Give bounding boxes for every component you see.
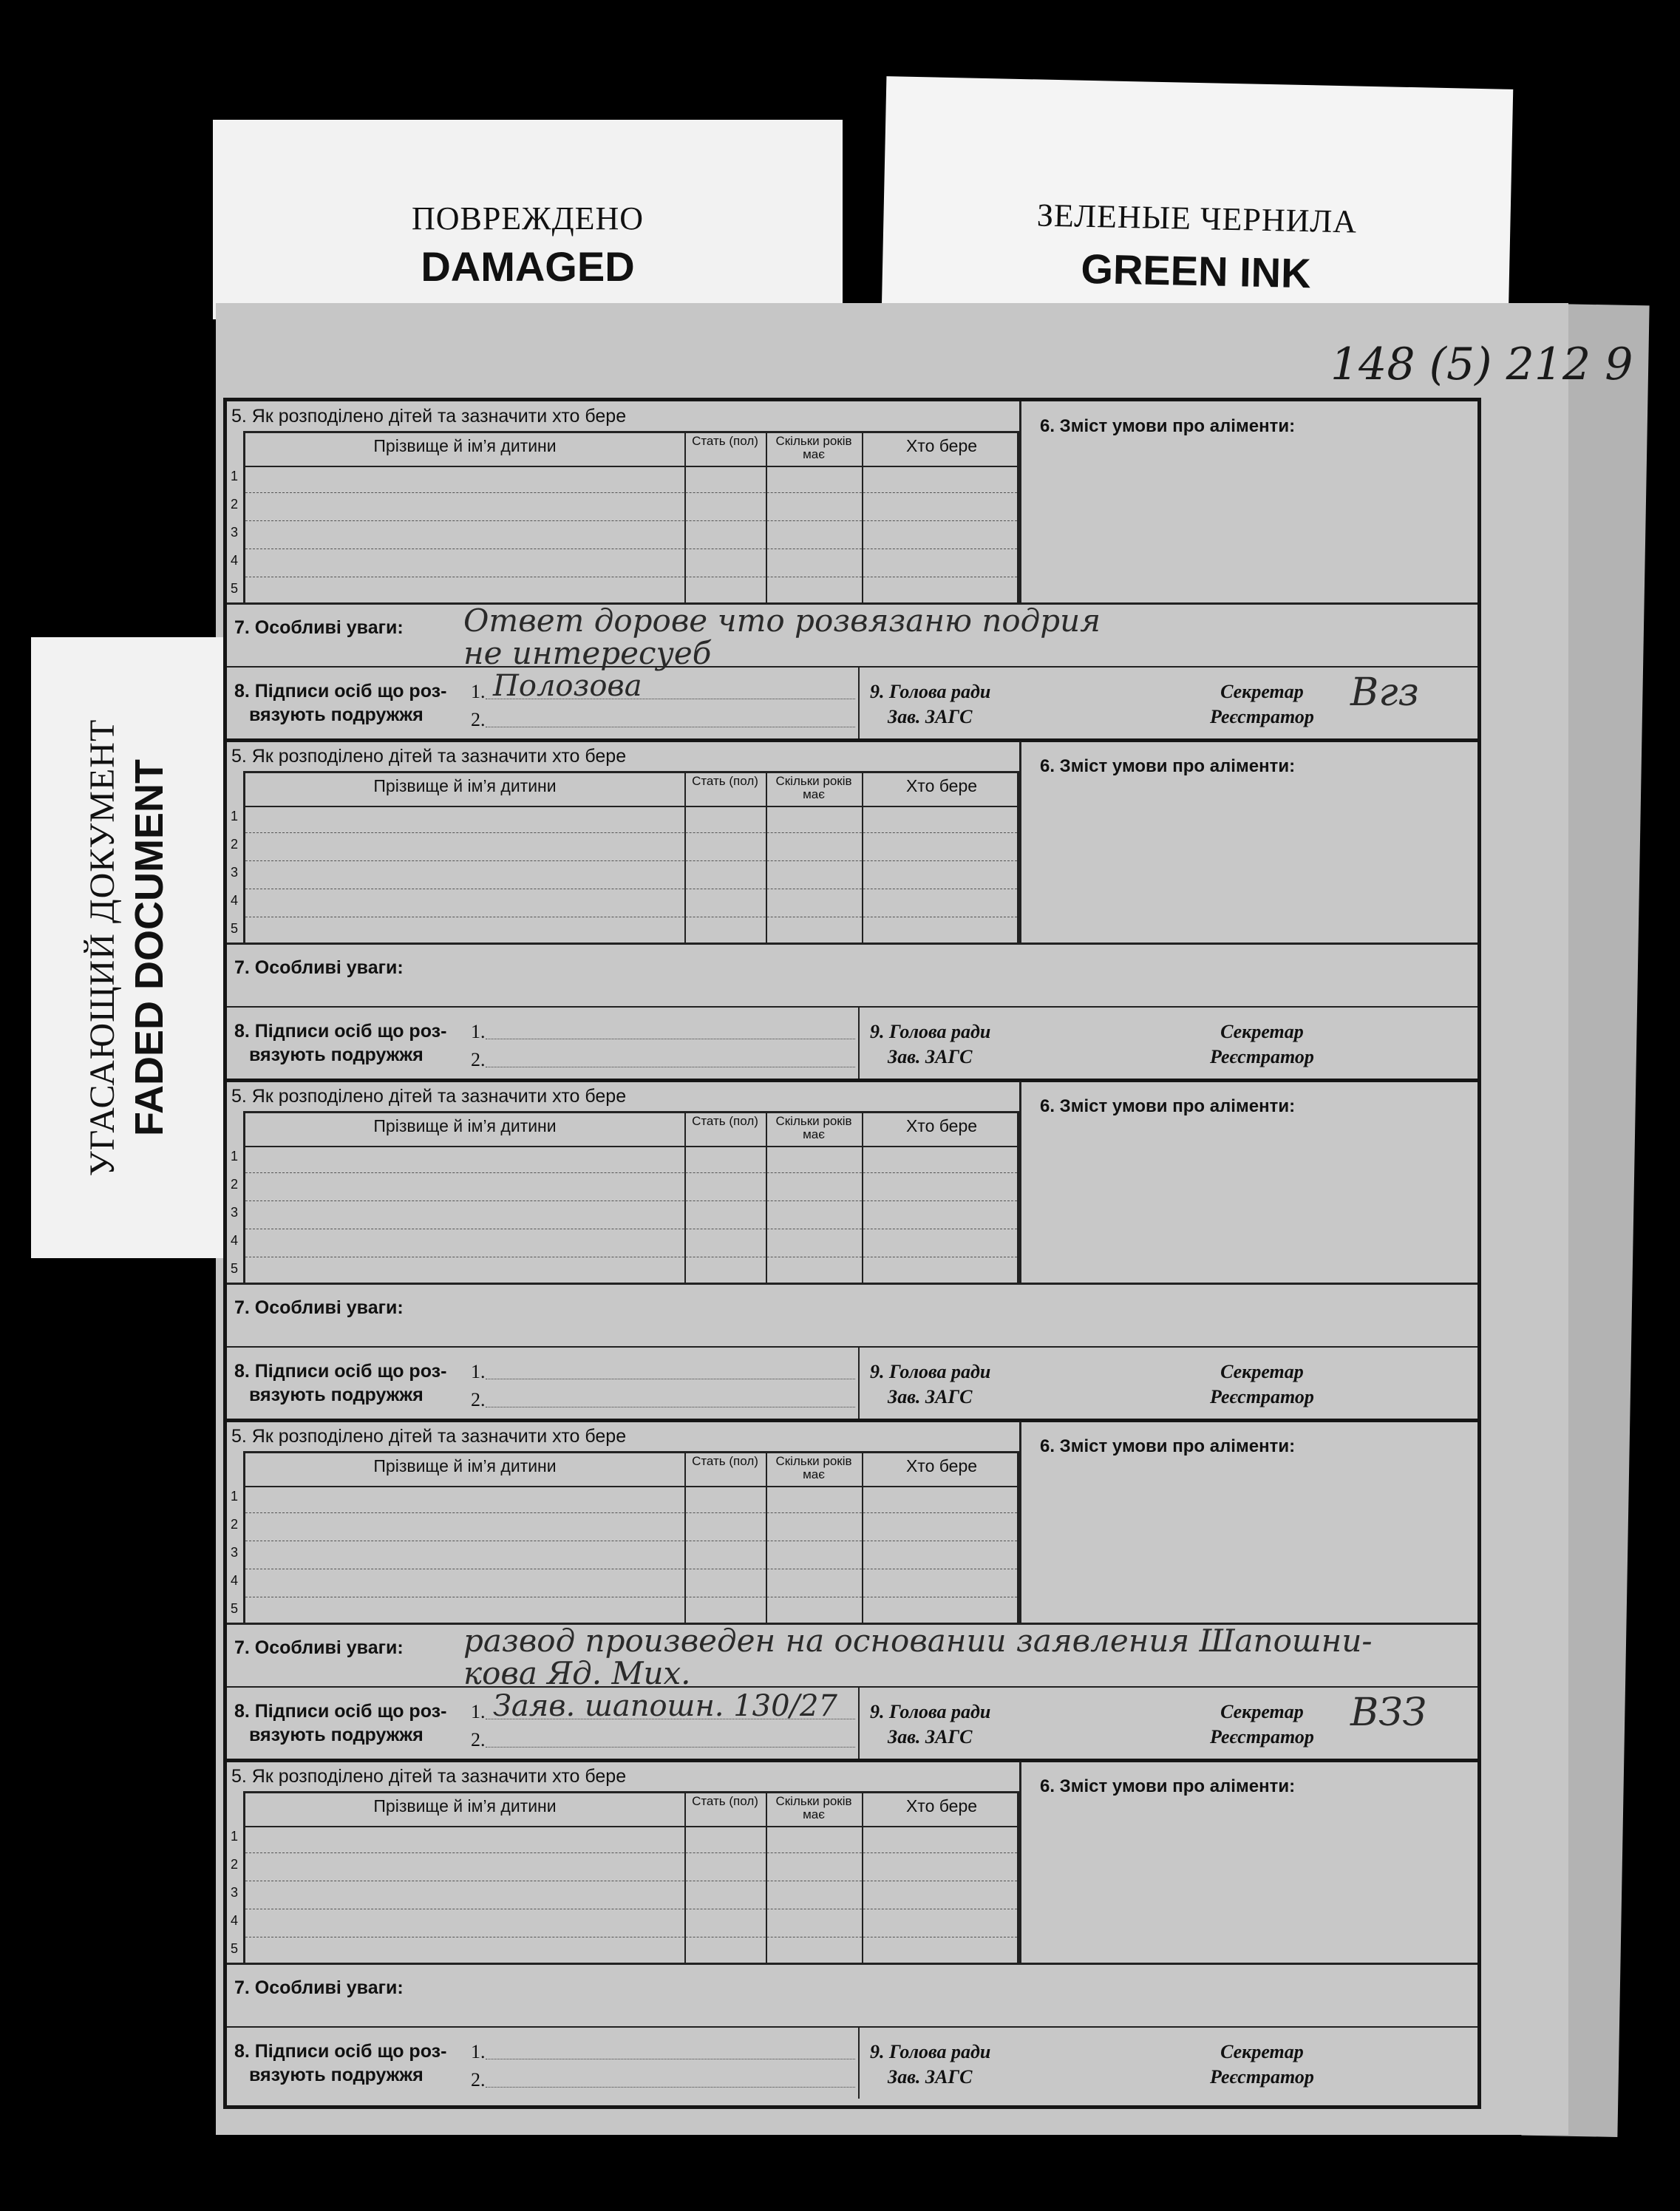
signatures-label: 8. Підписи осіб що роз- вязують подружжя <box>234 1701 447 1745</box>
head-label: 9. Голова ради Зав. ЗАГС <box>870 1021 991 1067</box>
col-who-header: Хто бере <box>905 1116 978 1135</box>
signature-2-number: 2. <box>471 1049 486 1070</box>
secretary-label: Секретар Реєстратор <box>1210 681 1314 727</box>
col-name-header: Прізвище й ім’я дитини <box>373 436 557 455</box>
row-number: 3 <box>231 1545 239 1560</box>
signature-2-number: 2. <box>471 1389 486 1410</box>
row-number: 1 <box>231 809 239 823</box>
col-who-header: Хто бере <box>905 1796 978 1816</box>
signature-1-number: 1. <box>471 1701 486 1722</box>
spouse-signature: Заяв. шапошн. 130/27 <box>493 1689 837 1723</box>
head-label: 9. Голова ради Зав. ЗАГС <box>870 1361 991 1407</box>
record-section <box>227 1081 1477 1422</box>
damaged-label-en: DAMAGED <box>421 243 635 290</box>
col-who-header: Хто бере <box>905 436 978 455</box>
col-sex-header: Стать (пол) <box>692 1114 758 1128</box>
damaged-label-card <box>213 120 843 319</box>
divorce-register-form <box>223 398 1481 2109</box>
remarks-label: 7. Особливі уваги: <box>234 617 404 638</box>
head-label: 9. Голова ради Зав. ЗАГС <box>870 2041 991 2088</box>
row-number: 4 <box>231 893 239 908</box>
row-number: 5 <box>231 1601 239 1616</box>
signature-2-number: 2. <box>471 2069 486 2091</box>
row-number: 1 <box>231 1829 239 1844</box>
row-number: 3 <box>231 865 239 880</box>
record-section <box>227 1422 1477 1762</box>
col-name-header: Прізвище й ім’я дитини <box>373 776 557 795</box>
col-who-header: Хто бере <box>905 1456 978 1475</box>
row-number: 2 <box>231 837 239 852</box>
children-table <box>231 771 1019 943</box>
row-number: 4 <box>231 553 239 568</box>
remarks-label: 7. Особливі уваги: <box>234 1977 404 1998</box>
children-section-title: 5. Як розподілено дітей та зазначити хто бере <box>231 746 627 767</box>
registrar-signature: ВЗЗ <box>1350 1691 1427 1735</box>
head-label: 9. Голова ради Зав. ЗАГС <box>870 681 991 727</box>
row-number: 5 <box>231 1941 239 1956</box>
col-name-header: Прізвище й ім’я дитини <box>373 1796 557 1816</box>
green-ink-label-ru: ЗЕЛЕНЫЕ ЧЕРНИЛА <box>1036 197 1358 240</box>
row-number: 3 <box>231 525 239 540</box>
row-number: 2 <box>231 1177 239 1192</box>
children-section-title: 5. Як розподілено дітей та зазначити хто бере <box>231 1086 627 1107</box>
signatures-label: 8. Підписи осіб що роз- вязують подружжя <box>234 2041 447 2085</box>
signatures-label: 8. Підписи осіб що роз- вязують подружжя <box>234 1021 447 1065</box>
secretary-label: Секретар Реєстратор <box>1210 2041 1314 2088</box>
remarks-label: 7. Особливі уваги: <box>234 1637 404 1658</box>
remarks-label: 7. Особливі уваги: <box>234 1297 404 1318</box>
row-number: 5 <box>231 921 239 936</box>
col-age-header: Скільки років має <box>775 1794 852 1821</box>
signature-2-number: 2. <box>471 1729 486 1750</box>
alimony-label: 6. Зміст умови про аліменти: <box>1040 1096 1296 1116</box>
remarks-label: 7. Особливі уваги: <box>234 957 404 978</box>
children-section-title: 5. Як розподілено дітей та зазначити хто бере <box>231 406 627 427</box>
remarks-handwriting-2: кова Яд. Мих. <box>463 1655 691 1691</box>
secretary-label: Секретар Реєстратор <box>1210 1701 1314 1748</box>
col-age-header: Скільки років має <box>775 774 852 801</box>
signature-1-number: 1. <box>471 1361 486 1382</box>
col-age-header: Скільки років має <box>775 1114 852 1141</box>
row-number: 5 <box>231 1261 239 1276</box>
signature-1-number: 1. <box>471 2041 486 2062</box>
row-number: 2 <box>231 1517 239 1532</box>
record-section <box>227 741 1477 1081</box>
children-section-title: 5. Як розподілено дітей та зазначити хто бере <box>231 1426 627 1447</box>
col-sex-header: Стать (пол) <box>692 1794 758 1808</box>
children-table <box>231 1791 1019 1963</box>
remarks-handwriting-1: Ответ дорове что розвязаню подрия <box>463 602 1101 639</box>
col-sex-header: Стать (пол) <box>692 774 758 788</box>
secretary-label: Секретар Реєстратор <box>1210 1361 1314 1407</box>
faded-label-en: FADED DOCUMENT <box>127 759 171 1136</box>
alimony-label: 6. Зміст умови про аліменти: <box>1040 416 1296 436</box>
row-number: 2 <box>231 497 239 512</box>
green-ink-label-en: GREEN INK <box>1080 245 1312 297</box>
record-section <box>227 1762 1477 2102</box>
remarks-handwriting-1: развод произведен на основании заявления Шапошни- <box>463 1623 1373 1659</box>
row-number: 4 <box>231 1233 239 1248</box>
remarks-handwriting-2: не интересуеб <box>463 635 712 671</box>
signatures-label: 8. Підписи осіб що роз- вязують подружжя <box>234 681 447 725</box>
alimony-label: 6. Зміст умови про аліменти: <box>1040 1776 1296 1796</box>
row-number: 1 <box>231 469 239 483</box>
record-section <box>227 401 1477 741</box>
col-name-header: Прізвище й ім’я дитини <box>373 1456 557 1475</box>
secretary-label: Секретар Реєстратор <box>1210 1021 1314 1067</box>
row-number: 1 <box>231 1149 239 1164</box>
alimony-label: 6. Зміст умови про аліменти: <box>1040 1436 1296 1456</box>
damaged-label-ru: ПОВРЕЖДЕНО <box>411 200 645 237</box>
folio-number: 148 (5) 212 9 <box>1330 339 1633 390</box>
signature-2-number: 2. <box>471 709 486 730</box>
children-section-title: 5. Як розподілено дітей та зазначити хто бере <box>231 1766 627 1787</box>
signature-1-number: 1. <box>471 1021 486 1042</box>
col-age-header: Скільки років має <box>775 1454 852 1481</box>
row-number: 1 <box>231 1489 239 1504</box>
col-sex-header: Стать (пол) <box>692 434 758 448</box>
signature-1-number: 1. <box>471 681 486 702</box>
children-table <box>231 1111 1019 1283</box>
registrar-signature: Вгз <box>1350 670 1419 715</box>
green-ink-label-card <box>882 76 1514 326</box>
col-sex-header: Стать (пол) <box>692 1454 758 1468</box>
col-name-header: Прізвище й ім’я дитини <box>373 1116 557 1135</box>
col-age-header: Скільки років має <box>775 434 852 461</box>
faded-label-ru: УГАСАЮЩИЙ ДОКУМЕНТ <box>83 719 122 1177</box>
row-number: 3 <box>231 1885 239 1900</box>
head-label: 9. Голова ради Зав. ЗАГС <box>870 1701 991 1748</box>
spouse-signature: Полозова <box>493 669 642 703</box>
faded-label-card <box>31 637 223 1258</box>
children-table <box>231 431 1019 602</box>
children-table <box>231 1451 1019 1623</box>
alimony-label: 6. Зміст умови про аліменти: <box>1040 756 1296 776</box>
row-number: 4 <box>231 1573 239 1588</box>
col-who-header: Хто бере <box>905 776 978 795</box>
signatures-label: 8. Підписи осіб що роз- вязують подружжя <box>234 1361 447 1405</box>
row-number: 2 <box>231 1857 239 1872</box>
row-number: 3 <box>231 1205 239 1220</box>
row-number: 5 <box>231 581 239 596</box>
row-number: 4 <box>231 1913 239 1928</box>
